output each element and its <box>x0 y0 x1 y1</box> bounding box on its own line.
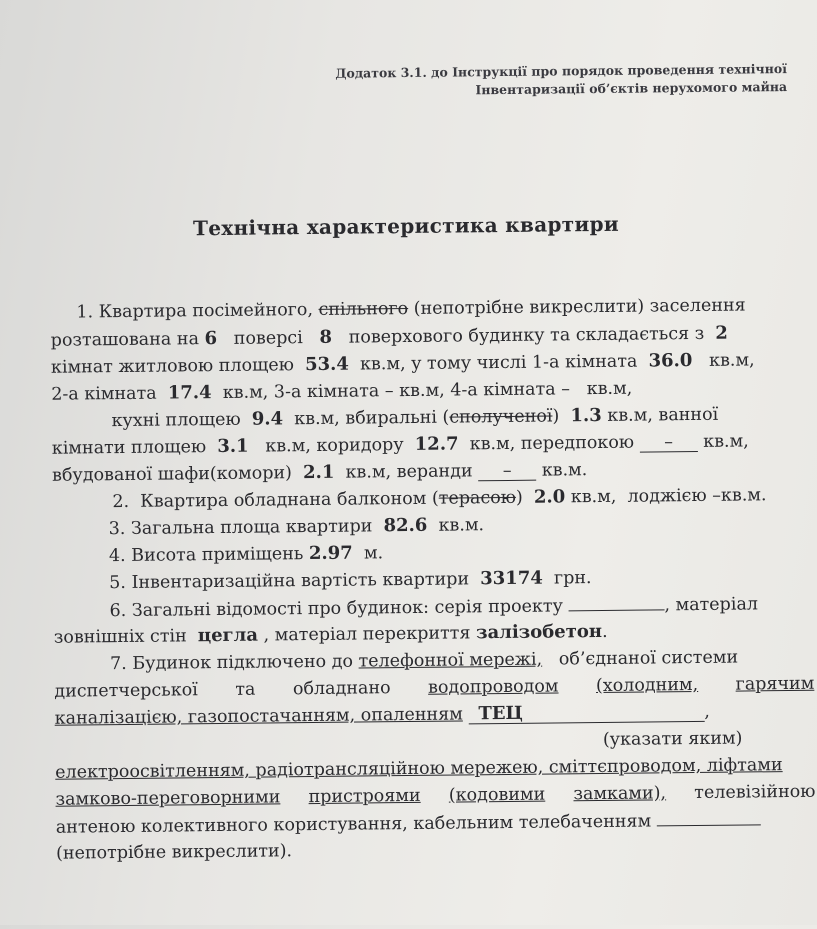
underlined-text: каналізацією, газопостачанням, опаленням <box>54 704 463 729</box>
floors-total-value: 8 <box>319 326 333 348</box>
walls-material-value: цегла <box>197 624 259 647</box>
text: кв.м. <box>438 515 485 536</box>
text: Квартира посімейного, <box>98 299 314 323</box>
text: кв.м, <box>586 378 633 400</box>
room-2-value: 17.4 <box>167 382 212 404</box>
underlined-text: замково-переговорними <box>55 787 281 810</box>
text: поверсі <box>233 328 303 349</box>
text: кв.м, 3-а кімната <box>222 381 380 403</box>
text: кімнати площею <box>51 437 207 459</box>
heating-value: ТЕЦ <box>478 702 524 725</box>
underlined-text: телефонної мережі, <box>358 649 543 672</box>
text: Інвентаризаційна вартість квартири <box>131 569 470 593</box>
text: м. <box>363 543 384 564</box>
underlined-text: (кодовими <box>448 784 546 806</box>
item-number: 3. <box>108 518 126 540</box>
underlined-text: замками), <box>573 783 667 805</box>
text: Загальні відомості про будинок: серія проекту <box>131 596 563 621</box>
text: Будинок підключено до <box>132 651 354 674</box>
rooms-value: 2 <box>715 322 729 344</box>
item-number: 2. <box>112 491 130 513</box>
struck-text: сполученої <box>449 406 553 428</box>
text: кв.м, веранди <box>345 461 473 483</box>
corridor-value: 12.7 <box>414 433 459 455</box>
underlined-text: гарячим <box>735 673 815 695</box>
room-3-value: – <box>384 381 394 402</box>
text: антеною колективного користування, кабельним телебаченням <box>55 811 652 838</box>
text: зовнішніх стін <box>53 626 187 648</box>
text: ) <box>515 487 523 508</box>
text: кімнат житловою площею <box>50 355 295 378</box>
text: обладнано <box>292 678 391 700</box>
veranda-value: – <box>478 462 536 482</box>
living-area-value: 53.4 <box>304 353 350 376</box>
toilet-value: 1.3 <box>570 404 602 427</box>
underlined-text: (холодним, <box>595 674 699 697</box>
text: кв.м. <box>720 485 767 506</box>
header-note-line-2: Інвентаризації об’єктів нерухомого майна <box>475 79 788 98</box>
text: розташована на <box>50 329 200 351</box>
text: кв.м, <box>708 350 755 371</box>
underlined-text: електроосвітленням, радіотрансляційною мережею, сміттєпроводом, ліфтами <box>55 755 783 783</box>
text: кв.м, <box>570 486 617 508</box>
text: кв.м, ванної <box>607 404 719 426</box>
header-note-line-1: Додаток 3.1. до Інструкції про порядок проведення технічної <box>335 61 787 81</box>
text: об’єднаної системи <box>558 647 739 670</box>
inventory-value: 33174 <box>480 567 543 590</box>
text: , матеріал перекриття <box>263 623 471 646</box>
text: диспетчерської <box>54 680 198 702</box>
text: кв.м, 4-а кімната <box>399 379 556 402</box>
item-7-line-7: (непотрібне викреслити). <box>55 841 293 864</box>
text: Висота приміщень <box>131 544 304 566</box>
text: 2-а кімната <box>51 383 157 405</box>
text: кв.м, <box>703 431 749 452</box>
text: кв.м, вбиральні ( <box>294 407 450 430</box>
text: . <box>601 621 608 642</box>
header-note <box>335 60 787 101</box>
text: , матеріал <box>664 594 759 616</box>
text: кухні площею <box>111 409 241 432</box>
item-3-line <box>109 512 485 542</box>
project-series-blank <box>568 591 664 611</box>
item-number: 1. <box>76 302 94 323</box>
item-number: 5. <box>109 572 127 594</box>
document-title: Технічна характеристика квартири <box>192 211 620 241</box>
text: вбудованої шафи(комори) <box>52 463 293 486</box>
item-2-line <box>112 482 766 515</box>
text: (непотрібне викреслити) заселення <box>413 295 746 319</box>
struck-text: спільного <box>318 298 409 320</box>
floors-material-value: залізобетон <box>475 620 603 644</box>
cable-tv-blank <box>657 806 761 826</box>
item-5-line <box>109 565 592 596</box>
text: кв.м, коридору <box>265 435 404 457</box>
struck-text: терасою <box>438 487 517 509</box>
text: , <box>704 701 711 722</box>
text: ) <box>552 406 560 427</box>
floor-value: 6 <box>204 327 218 350</box>
loggia-value: – <box>712 485 722 506</box>
underlined-text: пристроями <box>308 785 421 808</box>
item-6-line-1 <box>109 590 758 624</box>
text: поверхового будинку та складається з <box>348 323 705 348</box>
text: кв.м, передпокою <box>469 432 635 455</box>
text: Загальна площа квартири <box>130 516 373 539</box>
closet-value: 2.1 <box>302 461 335 484</box>
room-4-value: – <box>561 379 571 400</box>
heating-field <box>468 703 704 724</box>
kitchen-value: 9.4 <box>251 408 284 430</box>
item-number: 7. <box>109 653 127 675</box>
underlined-text: водопроводом <box>427 676 559 698</box>
item-number: 4. <box>108 545 126 567</box>
room-1-value: 36.0 <box>648 350 693 372</box>
balcony-value: 2.0 <box>533 486 566 508</box>
hall-value: – <box>640 433 698 453</box>
total-area-value: 82.6 <box>383 514 428 537</box>
text: грн. <box>553 568 592 589</box>
bathroom-value: 3.1 <box>217 435 249 458</box>
text: та <box>235 679 256 700</box>
text: кв.м. <box>541 460 588 481</box>
text: телевізійною <box>694 781 816 804</box>
height-value: 2.97 <box>308 542 353 565</box>
text: кв.м, у тому числі 1-а кімната <box>359 351 638 375</box>
item-7-hint: (указати яким) <box>602 728 743 750</box>
item-4-line <box>109 540 383 569</box>
text: Квартира обладнана балконом ( <box>140 488 439 512</box>
text: лоджією <box>627 485 707 507</box>
item-number: 6. <box>109 600 127 622</box>
